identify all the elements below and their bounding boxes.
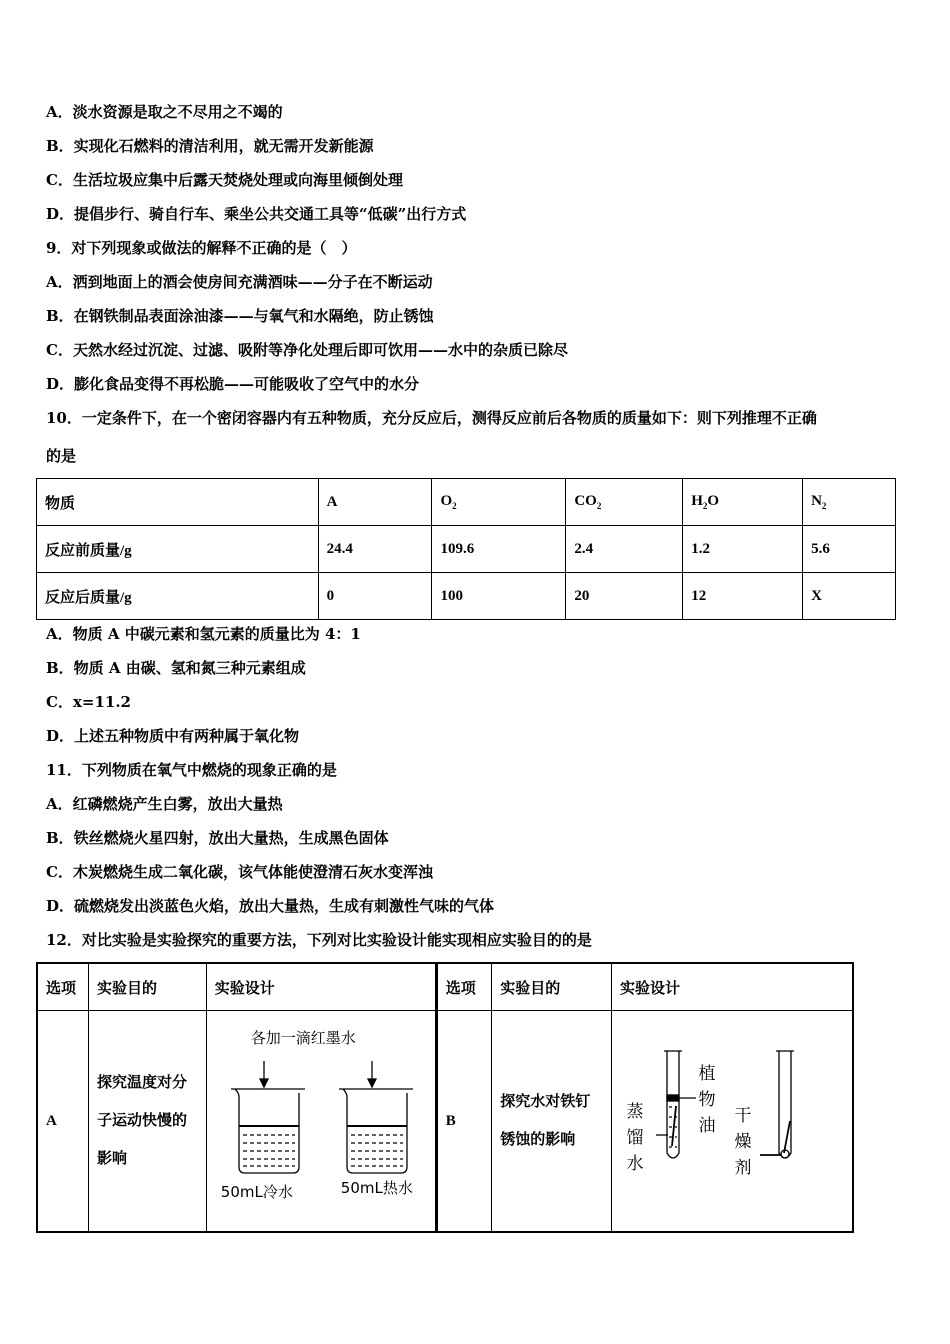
q10-stem: 10．一定条件下，在一个密闭容器内有五种物质，充分反应后，测得反应前后各物质的质量如下：则下列推理不正确 — [46, 409, 817, 427]
header-cell: 实验设计 — [206, 963, 436, 1011]
q12-stem: 12．对比实验是实验探究的重要方法，下列对比实验设计能实现相应实验目的的是 — [46, 931, 592, 949]
q8-option-c: C．生活垃圾应集中后露天焚烧处理或向海里倾倒处理 — [46, 171, 403, 189]
header-cell: 选项 — [436, 963, 491, 1011]
q10-option-c: C．x=11.2 — [46, 693, 131, 711]
header-cell: 实验目的 — [492, 963, 612, 1011]
q11-option-a: A．红磷燃烧产生白雾，放出大量热 — [46, 795, 283, 813]
desiccant-label: 干 燥 剂 — [734, 1106, 752, 1178]
q10-option-d: D．上述五种物质中有两种属于氧化物 — [46, 727, 300, 745]
option-a-label: A — [37, 1011, 89, 1233]
q11-stem: 11．下列物质在氧气中燃烧的现象正确的是 — [46, 761, 337, 779]
q8-option-d: D．提倡步行、骑自行车、乘坐公共交通工具等“低碳”出行方式 — [46, 205, 467, 223]
q9-option-a: A．洒到地面上的酒会使房间充满酒味——分子在不断运动 — [46, 273, 433, 291]
header-cell: 物质 — [37, 479, 319, 526]
header-cell: $O_2$ — [432, 479, 566, 526]
header-cell: 实验设计 — [611, 963, 853, 1011]
table-cell: 100 — [432, 573, 566, 620]
test-tubes-icon — [612, 1011, 852, 1231]
experiment-table — [36, 962, 854, 1233]
table-row — [37, 1011, 853, 1233]
purpose-b: 探究水对铁钉 锈蚀的影响 — [492, 1011, 612, 1233]
q11-option-d: D．硫燃烧发出淡蓝色火焰，放出大量热，生成有刺激性气味的气体 — [46, 897, 495, 915]
q9-stem: 9．对下列现象或做法的解释不正确的是（ ） — [46, 239, 357, 257]
table-cell: 20 — [566, 573, 683, 620]
distilled-water-label: 蒸 馏 水 — [626, 1102, 644, 1174]
table-cell: 反应后质量/g — [37, 573, 319, 620]
q11-option-c: C．木炭燃烧生成二氧化碳，该气体能使澄清石灰水变浑浊 — [46, 863, 433, 881]
table-header-row — [37, 479, 896, 526]
ink-label: 各加一滴红墨水 — [250, 1029, 356, 1047]
header-cell: A — [318, 479, 432, 526]
table-cell: 反应前质量/g — [37, 526, 319, 573]
purpose-a: 探究温度对分 子运动快慢的 影响 — [89, 1011, 207, 1233]
q9-option-b: B．在钢铁制品表面涂油漆——与氧气和水隔绝，防止锈蚀 — [46, 307, 434, 325]
mass-table — [36, 478, 896, 620]
table-cell: 0 — [318, 573, 432, 620]
table-cell: 12 — [683, 573, 803, 620]
hot-water-label: 50mL热水 — [340, 1179, 413, 1197]
header-cell: 选项 — [37, 963, 89, 1011]
cold-water-label: 50mL冷水 — [220, 1183, 293, 1201]
table-row — [37, 526, 896, 573]
q10-option-b: B．物质 A 由碳、氢和氮三种元素组成 — [46, 659, 306, 677]
table-cell: 109.6 — [432, 526, 566, 573]
table-cell: 1.2 — [683, 526, 803, 573]
q10-option-a: A．物质 A 中碳元素和氢元素的质量比为 4：1 — [46, 625, 361, 643]
design-b-diagram — [611, 1011, 853, 1233]
q8-option-b: B．实现化石燃料的清洁利用，就无需开发新能源 — [46, 137, 374, 155]
table-cell: X — [803, 573, 896, 620]
header-cell: $H_2O$ — [683, 479, 803, 526]
table-header-row — [37, 963, 853, 1011]
table-row — [37, 573, 896, 620]
q9-option-d: D．膨化食品变得不再松脆——可能吸收了空气中的水分 — [46, 375, 420, 393]
q11-option-b: B．铁丝燃烧火星四射，放出大量热，生成黑色固体 — [46, 829, 389, 847]
q10-stem-cont: 的是 — [46, 447, 77, 465]
header-cell: $N_2$ — [803, 479, 896, 526]
vegetable-oil-label: 植 物 油 — [698, 1064, 716, 1136]
option-b-label: B — [436, 1011, 491, 1233]
q8-option-a: A．淡水资源是取之不尽用之不竭的 — [46, 103, 283, 121]
q9-option-c: C．天然水经过沉淀、过滤、吸附等净化处理后即可饮用——水中的杂质已除尽 — [46, 341, 568, 359]
header-cell: 实验目的 — [89, 963, 207, 1011]
table-cell: 24.4 — [318, 526, 432, 573]
header-cell: $CO_2$ — [566, 479, 683, 526]
table-cell: 5.6 — [803, 526, 896, 573]
table-cell: 2.4 — [566, 526, 683, 573]
design-a-diagram — [206, 1011, 436, 1233]
